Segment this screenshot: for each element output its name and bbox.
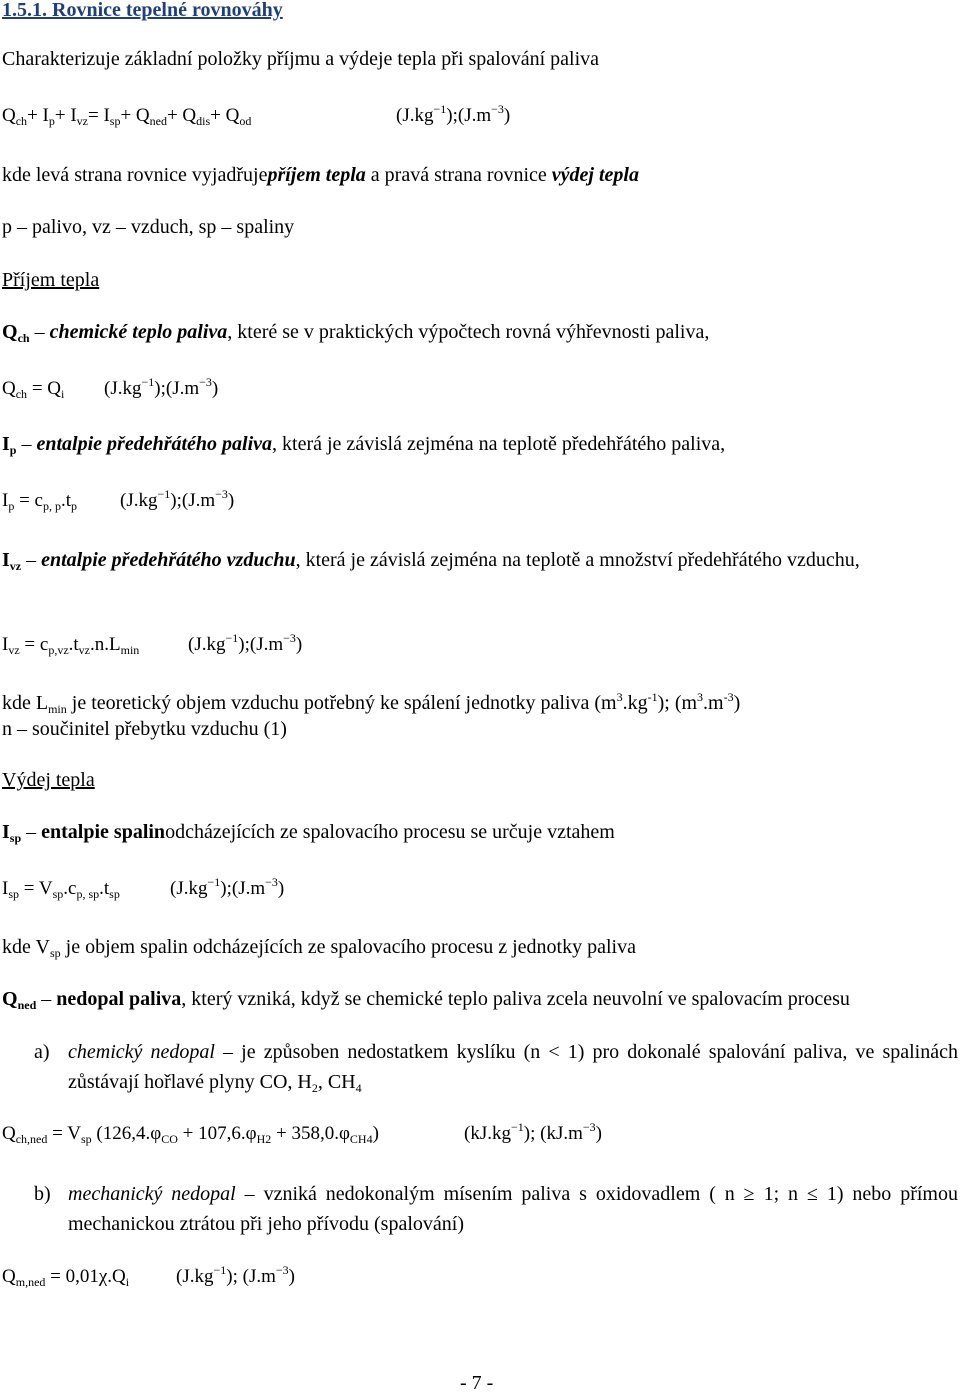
section-heading: 1.5.1. Rovnice tepelné rovnováhy (2, 0, 283, 21)
item-a-text: chemický nedopal – je způsoben nedostatkem kyslíku (n < 1) pro dokonalé spalování paliva, ve spalinách zůstávají hořlavé plyny CO, $H_2$, $CH_4$ (68, 1041, 958, 1095)
explanation-text: kde levá strana rovnice vyjadřujepříjem tepla a pravá strana rovnice výdej tepla (2, 164, 639, 186)
qch-units: $(J.kg^{-1});(J.m^{-3})$ (104, 375, 219, 399)
vsp-description: kde $V_{sp}$ je objem spalin odcházejících ze spalovacího procesu z jednotky paliva (2, 936, 636, 960)
legend-text: p – palivo, vz – vzduch, sp – spaliny (2, 216, 295, 238)
item-a-marker: a) (34, 1041, 50, 1063)
item-b-text: mechanický nedopal – vzniká nedokonalým mísením paliva s oxidovadlem ( n ≥ 1; n ≤ 1) nebo přímou mechanickou ztrátou při jeho přívodu (spalování) (68, 1183, 958, 1235)
isp-units: $(J.kg^{-1});(J.m^{-3})$ (170, 875, 285, 899)
ip-equation: $I_p = c_{p, p}.t_p$ (2, 490, 78, 513)
ivz-equation: $I_{vz} = c_{p,vz}.t_{vz}.n.L_{min}$ (2, 634, 140, 657)
income-heading: Příjem tepla (2, 269, 100, 291)
qmned-equation: $Q_{m,ned} = 0,01\chi.Q_i$ (2, 1266, 130, 1289)
qch-equation: $Q_{ch} = Q_i$ (2, 378, 65, 401)
ivz-description: $I_{vz}$ – entalpie předehřátého vzduchu, která je závislá zejména na teplotě a množství předehřátého vzduchu, (2, 549, 860, 573)
qchned-units: $(kJ.kg^{-1})$; $(kJ.m^{-3})$ (464, 1120, 602, 1144)
balance-units: $(J.kg^{-1});(J.m^{-3})$ (396, 102, 511, 126)
isp-description: $I_{sp}$ – entalpie spalinodcházejících ze spalovacího procesu se určuje vztahem (2, 821, 615, 845)
intro-text: Charakterizuje základní položky příjmu a výdeje tepla při spalování paliva (2, 48, 600, 70)
qch-description: $Q_{ch}$ – chemické teplo paliva, které se v praktických výpočtech rovná výhřevnosti paliva, (2, 321, 710, 345)
balance-equation: $Q_{ch}+ I_p+ I_{vz}= I_{sp}+ Q_{ned}+ Q_{dis}+ Q_{od}$ (2, 105, 252, 128)
lmin-description: kde $L_{min}$ je teoretický objem vzduchu potřebný ke spálení jednotky paliva $(m^3.kg^{-1})$; $(m^3.m^{-3})$ (2, 690, 741, 716)
item-b-marker: b) (34, 1183, 51, 1205)
n-description: n – součinitel přebytku vzduchu (1) (2, 718, 287, 740)
expense-heading: Výdej tepla (2, 769, 95, 791)
isp-equation: $I_{sp} = V_{sp}.c_{p, sp}.t_{sp}$ (2, 878, 120, 901)
qchned-equation: $Q_{ch,ned} = V_{sp}$ $(126,4.\varphi_{CO} + 107,6.\varphi_{H2} + 358,0.\varphi_{CH4})$ (2, 1123, 379, 1146)
ip-description: $I_p$ – entalpie předehřátého paliva, která je závislá zejména na teplotě předehřátého paliva, (2, 433, 726, 457)
ivz-units: $(J.kg^{-1});(J.m^{-3})$ (188, 631, 303, 655)
qmned-units: $(J.kg^{-1})$; $(J.m^{-3})$ (176, 1263, 295, 1287)
eq-term: Q (2, 105, 16, 126)
page-number: - 7 - (460, 1372, 494, 1394)
qned-description: $Q_{ned}$ – nedopal paliva, který vzniká, když se chemické teplo paliva zcela neuvolní ve spalovacím procesu (2, 988, 850, 1012)
ip-units: $(J.kg^{-1});(J.m^{-3})$ (120, 487, 235, 511)
